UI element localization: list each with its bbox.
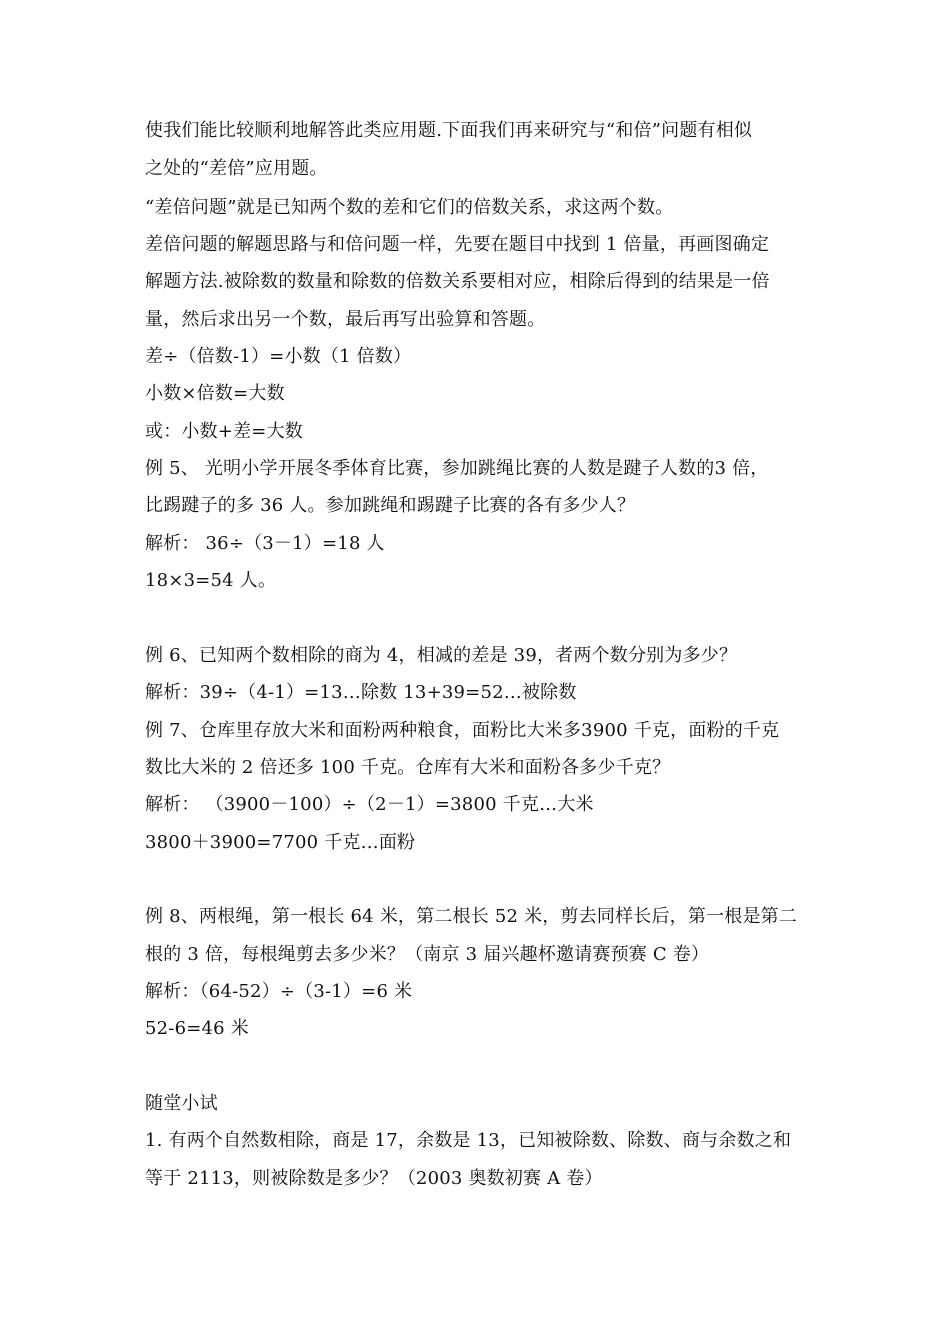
example-5-line: 比踢踺子的多 36 人。参加跳绳和踢踺子比赛的各有多少人？	[145, 495, 636, 516]
solution-line: 18×3=54 人。	[145, 570, 277, 591]
text-line: 之处的“差倍”应用题。	[145, 158, 328, 179]
text-line: 差倍问题的解题思路与和倍问题一样，先要在题目中找到 1 倍量，再画图确定	[145, 234, 770, 255]
formula-line: 差÷（倍数-1）=小数（1 倍数）	[145, 346, 412, 367]
example-5-line: 例 5、 光明小学开展冬季体育比赛，参加跳绳比赛的人数是踺子人数的3 倍，	[145, 458, 769, 479]
example-7-line: 例 7、仓库里存放大米和面粉两种粮食，面粉比大米多3900 千克，面粉的千克	[145, 720, 780, 741]
example-7-line: 数比大米的 2 倍还多 100 千克。仓库有大米和面粉各多少千克？	[145, 757, 671, 778]
text-line: 解题方法.被除数的数量和除数的倍数关系要相对应，相除后得到的结果是一倍	[145, 271, 770, 292]
solution-line: 解析：（64-52）÷（3-1）=6 米	[145, 981, 413, 1002]
section-heading: 随堂小试	[145, 1093, 218, 1114]
solution-line: 解析：39÷（4-1）=13…除数 13+39=52…被除数	[145, 682, 577, 703]
formula-line: 或：小数+差=大数	[145, 421, 303, 442]
text-line: “差倍问题”就是已知两个数的差和它们的倍数关系，求这两个数。	[145, 197, 674, 218]
formula-line: 小数×倍数=大数	[145, 383, 285, 404]
example-6-line: 例 6、已知两个数相除的商为 4，相减的差是 39，者两个数分别为多少？	[145, 645, 738, 666]
example-8-line: 例 8、两根绳，第一根长 64 米，第二根长 52 米，剪去同样长后，第一根是第二	[145, 906, 798, 927]
text-line: 使我们能比较顺利地解答此类应用题.下面我们再来研究与“和倍”问题有相似	[145, 120, 753, 141]
solution-line: 52-6=46 米	[145, 1018, 249, 1039]
example-8-line: 根的 3 倍，每根绳剪去多少米？（南京 3 届兴趣杯邀请赛预赛 C 卷）	[145, 944, 710, 965]
text-line: 量，然后求出另一个数，最后再写出验算和答题。	[145, 309, 546, 330]
solution-line: 解析： （3900－100）÷（2－1）=3800 千克…大米	[145, 794, 594, 815]
exercise-line: 等于 2113，则被除数是多少？（2003 奥数初赛 A 卷）	[145, 1168, 603, 1189]
exercise-line: 1. 有两个自然数相除，商是 17，余数是 13，已知被除数、除数、商与余数之和	[145, 1130, 792, 1151]
solution-line: 解析： 36÷（3－1）=18 人	[145, 533, 385, 554]
solution-line: 3800＋3900=7700 千克…面粉	[145, 832, 416, 853]
